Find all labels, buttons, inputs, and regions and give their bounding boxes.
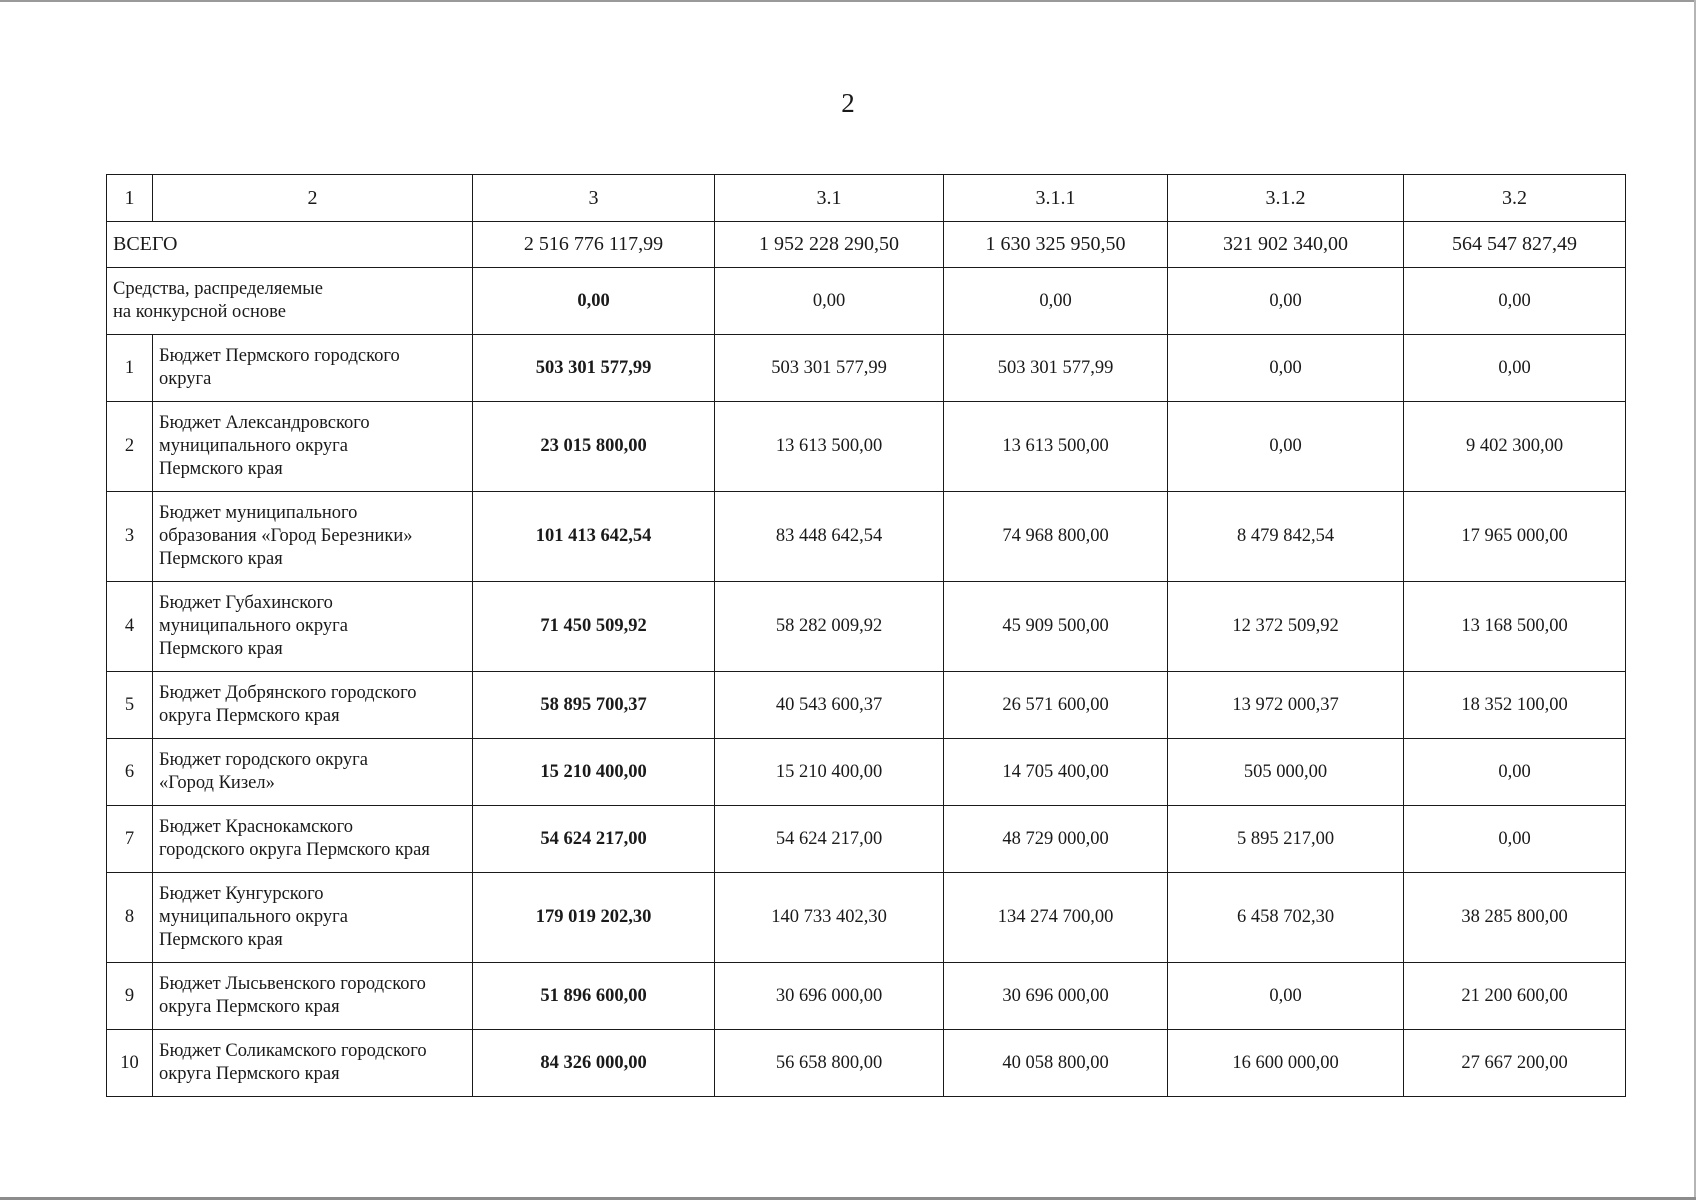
budget-name-line: Бюджет Кунгурского xyxy=(159,884,324,904)
budget-name-line: Бюджет Краснокамского xyxy=(159,817,354,837)
header-cell: 3 xyxy=(473,175,715,222)
competitive-value: 0,00 xyxy=(473,268,715,335)
row-number: 4 xyxy=(107,582,153,672)
total-label: ВСЕГО xyxy=(107,222,473,268)
total-amount-cell: 71 450 509,92 xyxy=(473,582,715,672)
amount-cell: 56 658 800,00 xyxy=(715,1030,944,1097)
total-row xyxy=(107,222,1626,268)
amount-cell: 83 448 642,54 xyxy=(715,492,944,582)
amount-cell: 38 285 800,00 xyxy=(1404,873,1626,963)
amount-cell: 40 543 600,37 xyxy=(715,672,944,739)
total-value: 2 516 776 117,99 xyxy=(473,222,715,268)
budget-name xyxy=(153,963,473,1030)
table-row xyxy=(107,739,1626,806)
competitive-value: 0,00 xyxy=(1404,268,1626,335)
amount-cell: 12 372 509,92 xyxy=(1168,582,1404,672)
amount-cell: 0,00 xyxy=(1404,806,1626,873)
budget-name-line: муниципального округа xyxy=(159,616,348,636)
competitive-row xyxy=(107,268,1626,335)
total-value: 1 630 325 950,50 xyxy=(944,222,1168,268)
budget-name xyxy=(153,672,473,739)
total-amount-cell: 84 326 000,00 xyxy=(473,1030,715,1097)
budget-name-line: Бюджет муниципального xyxy=(159,503,358,523)
competitive-label-line: на конкурсной основе xyxy=(113,302,286,322)
budget-name-line: Бюджет городского округа xyxy=(159,750,368,770)
table-row xyxy=(107,582,1626,672)
total-value: 564 547 827,49 xyxy=(1404,222,1626,268)
amount-cell: 13 613 500,00 xyxy=(944,402,1168,492)
amount-cell: 54 624 217,00 xyxy=(715,806,944,873)
amount-cell: 18 352 100,00 xyxy=(1404,672,1626,739)
total-amount-cell: 58 895 700,37 xyxy=(473,672,715,739)
budget-name xyxy=(153,582,473,672)
amount-cell: 16 600 000,00 xyxy=(1168,1030,1404,1097)
amount-cell: 0,00 xyxy=(1168,963,1404,1030)
header-cell: 1 xyxy=(107,175,153,222)
row-number: 2 xyxy=(107,402,153,492)
budget-name xyxy=(153,402,473,492)
amount-cell: 13 972 000,37 xyxy=(1168,672,1404,739)
table-row xyxy=(107,402,1626,492)
table-row xyxy=(107,1030,1626,1097)
row-number: 10 xyxy=(107,1030,153,1097)
total-value: 321 902 340,00 xyxy=(1168,222,1404,268)
amount-cell: 13 613 500,00 xyxy=(715,402,944,492)
budget-name-line: «Город Кизел» xyxy=(159,773,275,793)
total-amount-cell: 179 019 202,30 xyxy=(473,873,715,963)
table-row xyxy=(107,672,1626,739)
table-row xyxy=(107,873,1626,963)
budget-name-line: Бюджет Лысьвенского городского xyxy=(159,974,426,994)
budget-name xyxy=(153,335,473,402)
budget-name-line: Бюджет Соликамского городского xyxy=(159,1041,427,1061)
amount-cell: 15 210 400,00 xyxy=(715,739,944,806)
budget-name xyxy=(153,739,473,806)
budget-name-line: округа xyxy=(159,369,212,389)
budget-name-line: Пермского края xyxy=(159,930,283,950)
amount-cell: 30 696 000,00 xyxy=(944,963,1168,1030)
total-amount-cell: 503 301 577,99 xyxy=(473,335,715,402)
competitive-value: 0,00 xyxy=(944,268,1168,335)
row-number: 7 xyxy=(107,806,153,873)
header-cell: 3.1.1 xyxy=(944,175,1168,222)
amount-cell: 505 000,00 xyxy=(1168,739,1404,806)
page-number: 2 xyxy=(841,88,855,118)
budget-name-line: муниципального округа xyxy=(159,436,348,456)
amount-cell: 0,00 xyxy=(1168,335,1404,402)
amount-cell: 27 667 200,00 xyxy=(1404,1030,1626,1097)
budget-name xyxy=(153,873,473,963)
table-row xyxy=(107,963,1626,1030)
total-value: 1 952 228 290,50 xyxy=(715,222,944,268)
header-cell: 3.1.2 xyxy=(1168,175,1404,222)
amount-cell: 134 274 700,00 xyxy=(944,873,1168,963)
budget-name-line: округа Пермского края xyxy=(159,1064,340,1084)
table-row xyxy=(107,806,1626,873)
amount-cell: 17 965 000,00 xyxy=(1404,492,1626,582)
budget-name-line: Бюджет Пермского городского xyxy=(159,346,400,366)
budget-name-line: Бюджет Александровского xyxy=(159,413,370,433)
header-cell: 3.1 xyxy=(715,175,944,222)
row-number: 3 xyxy=(107,492,153,582)
budget-name-line: образования «Город Березники» xyxy=(159,526,413,546)
amount-cell: 48 729 000,00 xyxy=(944,806,1168,873)
row-number: 5 xyxy=(107,672,153,739)
amount-cell: 26 571 600,00 xyxy=(944,672,1168,739)
competitive-value: 0,00 xyxy=(715,268,944,335)
amount-cell: 8 479 842,54 xyxy=(1168,492,1404,582)
budget-name-line: округа Пермского края xyxy=(159,997,340,1017)
budget-name-line: Бюджет Губахинского xyxy=(159,593,333,613)
amount-cell: 0,00 xyxy=(1168,402,1404,492)
amount-cell: 5 895 217,00 xyxy=(1168,806,1404,873)
total-amount-cell: 51 896 600,00 xyxy=(473,963,715,1030)
amount-cell: 30 696 000,00 xyxy=(715,963,944,1030)
budget-name xyxy=(153,492,473,582)
amount-cell: 58 282 009,92 xyxy=(715,582,944,672)
budget-name-line: округа Пермского края xyxy=(159,706,340,726)
table-row xyxy=(107,492,1626,582)
total-amount-cell: 15 210 400,00 xyxy=(473,739,715,806)
amount-cell: 0,00 xyxy=(1404,739,1626,806)
amount-cell: 21 200 600,00 xyxy=(1404,963,1626,1030)
competitive-label xyxy=(107,268,473,335)
header-cell: 2 xyxy=(153,175,473,222)
total-amount-cell: 23 015 800,00 xyxy=(473,402,715,492)
competitive-label-line: Средства, распределяемые xyxy=(113,279,323,299)
row-number: 8 xyxy=(107,873,153,963)
budget-name-line: Бюджет Добрянского городского xyxy=(159,683,417,703)
table-row xyxy=(107,335,1626,402)
total-amount-cell: 54 624 217,00 xyxy=(473,806,715,873)
amount-cell: 9 402 300,00 xyxy=(1404,402,1626,492)
budget-name xyxy=(153,806,473,873)
amount-cell: 503 301 577,99 xyxy=(944,335,1168,402)
budget-name-line: городского округа Пермского края xyxy=(159,840,430,860)
amount-cell: 45 909 500,00 xyxy=(944,582,1168,672)
amount-cell: 13 168 500,00 xyxy=(1404,582,1626,672)
row-number: 6 xyxy=(107,739,153,806)
row-number: 1 xyxy=(107,335,153,402)
amount-cell: 14 705 400,00 xyxy=(944,739,1168,806)
scan-edge-top xyxy=(0,0,1696,2)
header-cell: 3.2 xyxy=(1404,175,1626,222)
budget-name-line: Пермского края xyxy=(159,549,283,569)
amount-cell: 6 458 702,30 xyxy=(1168,873,1404,963)
amount-cell: 0,00 xyxy=(1404,335,1626,402)
amount-cell: 503 301 577,99 xyxy=(715,335,944,402)
amount-cell: 140 733 402,30 xyxy=(715,873,944,963)
total-amount-cell: 101 413 642,54 xyxy=(473,492,715,582)
budget-table xyxy=(106,174,1626,1097)
budget-name-line: Пермского края xyxy=(159,639,283,659)
budget-name xyxy=(153,1030,473,1097)
budget-name-line: муниципального округа xyxy=(159,907,348,927)
competitive-value: 0,00 xyxy=(1168,268,1404,335)
budget-name-line: Пермского края xyxy=(159,459,283,479)
amount-cell: 40 058 800,00 xyxy=(944,1030,1168,1097)
table-header-row xyxy=(107,175,1626,222)
amount-cell: 74 968 800,00 xyxy=(944,492,1168,582)
row-number: 9 xyxy=(107,963,153,1030)
